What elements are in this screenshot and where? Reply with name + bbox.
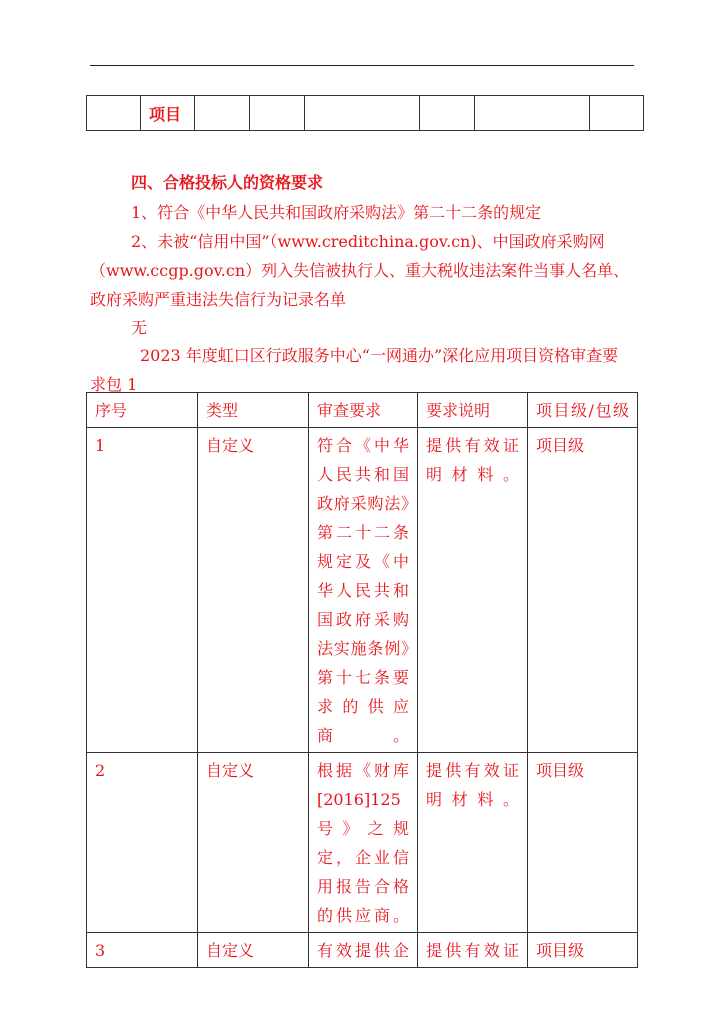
header-type: 类型 [198,393,309,428]
header-requirement: 审查要求 [309,393,418,428]
cell-description: 提供有效证明材料。 [418,428,528,753]
header-rule [90,65,634,66]
cell-level: 项目级 [528,428,638,753]
table-row [87,933,638,968]
cell-type: 自定义 [198,753,309,933]
qualification-table [86,392,638,968]
package-title: 2023 年度虹口区行政服务中心“一网通办”深化应用项目资格审查要求包 1 [90,346,619,394]
cell-level: 项目级 [528,753,638,933]
requirement-2: 2、未被“信用中国”（www.creditchina.gov.cn)、中国政府采购网（www.ccgp.gov.cn）列入失信被执行人、重大税收违法案件当事人名单、政府采购严重违法失信行为记录名单 [90,232,630,309]
cell-description: 提供有效证 [418,933,528,968]
cell-index: 1 [87,428,198,753]
cell-index: 2 [87,753,198,933]
cell-index: 3 [87,933,198,968]
none-text: 无 [131,318,148,337]
project-label: 项目 [141,96,195,131]
cell-requirement: 符合《中华人民共和国政府采购法》第二十二条规定及《中华人民共和国政府采购法实施条例》第十七条要求的供应商。 [309,428,418,753]
header-level: 项目级/包级 [528,393,638,428]
section-heading: 四、合格投标人的资格要求 [131,173,324,192]
table-header-row [87,393,638,428]
table-row [87,428,638,753]
cell-type: 自定义 [198,933,309,968]
cell-description: 提供有效证明材料。 [418,753,528,933]
previous-table-fragment [86,95,644,131]
table-row [87,96,644,131]
table-row [87,753,638,933]
cell-level: 项目级 [528,933,638,968]
requirement-1: 1、符合《中华人民共和国政府采购法》第二十二条的规定 [131,203,542,222]
header-index: 序号 [87,393,198,428]
cell-requirement: 根据《财库[2016]125号》之规定，企业信用报告合格的供应商。 [309,753,418,933]
cell-requirement: 有效提供企 [309,933,418,968]
header-description: 要求说明 [418,393,528,428]
cell-type: 自定义 [198,428,309,753]
